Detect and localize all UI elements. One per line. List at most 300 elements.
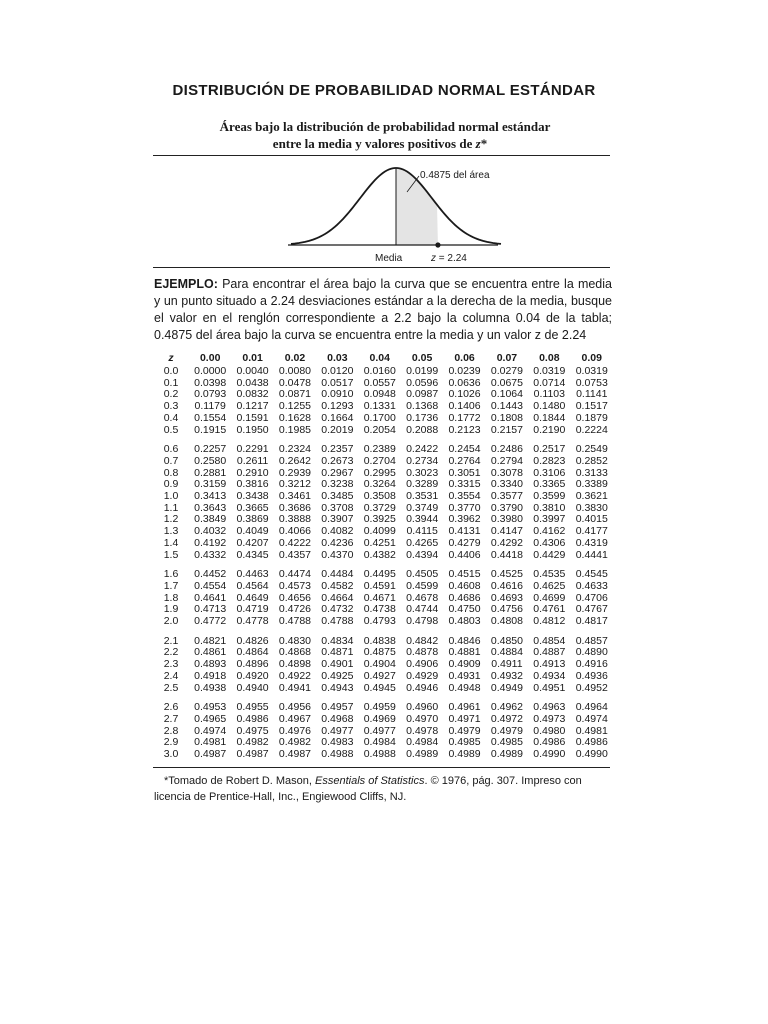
- table-cell: 0.2794: [490, 454, 523, 467]
- z-row-value: 1.2: [163, 513, 179, 526]
- table-cell: 0.4990: [575, 748, 608, 761]
- table-cell: 0.0675: [490, 376, 523, 389]
- table-cell: 0.0987: [406, 388, 439, 401]
- table-cell: 0.2517: [533, 443, 566, 456]
- table-cell: 0.4987: [194, 748, 227, 761]
- table-cell: 0.2995: [363, 466, 396, 479]
- table-cell: 0.4772: [194, 615, 227, 628]
- z-row-value: 2.4: [163, 669, 179, 682]
- table-cell: 0.3413: [194, 490, 227, 503]
- table-cell: 0.4982: [278, 736, 312, 749]
- table-cell: 0.4981: [194, 736, 227, 749]
- table-cell: 0.0239: [448, 365, 481, 377]
- table-cell: 0.4265: [406, 536, 439, 549]
- table-cell: 0.4332: [194, 548, 227, 561]
- table-cell: 0.4988: [321, 748, 354, 761]
- z-row-value: 0.4: [163, 411, 179, 424]
- table-cell: 0.3133: [575, 466, 608, 479]
- table-cell: 0.4985: [490, 736, 523, 749]
- table-cell: 0.4979: [448, 724, 481, 737]
- table-cell: 0.4990: [533, 748, 566, 761]
- table-cell: 0.2088: [406, 423, 439, 436]
- table-row: [153, 714, 613, 726]
- z-row-value: 1.6: [163, 568, 179, 581]
- table-cell: 0.4573: [278, 579, 312, 592]
- table-cell: 0.1950: [236, 423, 269, 436]
- z-row-value: 0.3: [163, 400, 179, 413]
- table-cell: 0.4969: [363, 712, 396, 725]
- table-cell: 0.3238: [321, 478, 354, 491]
- table-cell: 0.4778: [236, 615, 269, 628]
- table-cell: 0.4535: [533, 568, 566, 581]
- table-cell: 0.4983: [321, 736, 354, 749]
- table-cell: 0.3461: [278, 490, 312, 503]
- z-row-value: 3.0: [163, 748, 179, 761]
- z-row-value: 1.7: [163, 579, 179, 592]
- table-cell: 0.4793: [363, 615, 396, 628]
- table-cell: 0.4968: [321, 712, 354, 725]
- table-cell: 0.4525: [490, 568, 523, 581]
- table-cell: 0.4192: [194, 536, 227, 549]
- table-cell: 0.4846: [448, 634, 481, 647]
- table-cell: 0.4664: [321, 591, 354, 604]
- table-cell: 0.0793: [194, 388, 227, 401]
- table-cell: 0.3944: [406, 513, 439, 526]
- table-cell: 0.4131: [448, 525, 481, 538]
- table-cell: 0.4744: [406, 603, 439, 616]
- table-cell: 0.4985: [448, 736, 481, 749]
- table-row: [153, 749, 613, 761]
- table-cell: 0.1554: [194, 411, 227, 424]
- table-cell: 0.3508: [363, 490, 396, 503]
- table-cell: 0.3643: [194, 501, 227, 514]
- z-row-value: 1.9: [163, 603, 179, 616]
- table-cell: 0.0832: [236, 388, 269, 401]
- z-row-value: 0.1: [163, 376, 179, 389]
- z-row-value: 0.9: [163, 478, 179, 491]
- table-cell: 0.4964: [575, 701, 608, 714]
- table-cell: 0.4982: [236, 736, 269, 749]
- table-cell: 0.0279: [490, 365, 523, 377]
- table-cell: 0.3869: [236, 513, 269, 526]
- subtitle-footnote-mark: *: [480, 136, 488, 151]
- table-cell: 0.4738: [363, 603, 396, 616]
- table-cell: 0.1064: [490, 388, 523, 401]
- column-header-0.06: 0.06: [454, 352, 475, 364]
- table-cell: 0.3708: [321, 501, 354, 514]
- source-footnote: [154, 773, 616, 805]
- z-row-value: 2.7: [163, 712, 179, 725]
- table-cell: 0.4941: [278, 681, 312, 694]
- subtitle-line-2: [150, 135, 620, 152]
- table-cell: 0.1844: [533, 411, 566, 424]
- table-cell: 0.4671: [363, 591, 396, 604]
- z-row-value: 0.7: [163, 454, 179, 467]
- table-cell: 0.1772: [448, 411, 481, 424]
- table-subtitle: [150, 118, 620, 152]
- table-cell: 0.4980: [533, 724, 566, 737]
- table-cell: 0.3485: [321, 490, 354, 503]
- table-cell: 0.2324: [278, 443, 312, 456]
- table-cell: 0.4015: [575, 513, 608, 526]
- table-cell: 0.4625: [533, 579, 566, 592]
- table-cell: 0.3531: [406, 490, 439, 503]
- subtitle-line-2-text: entre la media y valores positivos de: [272, 136, 476, 151]
- table-cell: 0.4971: [448, 712, 481, 725]
- table-cell: 0.4495: [363, 568, 396, 581]
- table-cell: 0.2190: [533, 423, 566, 436]
- table-cell: 0.0557: [363, 376, 396, 389]
- table-cell: 0.0319: [575, 365, 608, 377]
- table-cell: 0.4292: [490, 536, 523, 549]
- table-cell: 0.2019: [321, 423, 354, 436]
- table-cell: 0.4838: [363, 634, 396, 647]
- table-cell: 0.4761: [533, 603, 566, 616]
- z-table: [153, 350, 613, 761]
- table-cell: 0.3925: [363, 513, 396, 526]
- table-cell: 0.3159: [194, 478, 227, 491]
- table-cell: 0.4177: [575, 525, 608, 538]
- z-row-value: 1.4: [163, 536, 179, 549]
- footnote-suffix: . © 1976, pág. 307. Impreso con licencia de Prentice-Hall, Inc., Engiewood Cliffs, NJ.: [154, 775, 582, 803]
- table-cell: 0.4974: [575, 712, 608, 725]
- z-value-variable: z: [431, 253, 436, 264]
- table-cell: 0.4957: [321, 701, 354, 714]
- table-cell: 0.2054: [363, 423, 396, 436]
- table-cell: 0.4357: [278, 548, 312, 561]
- z-row-value: 0.0: [163, 365, 179, 377]
- table-cell: 0.4952: [575, 681, 608, 694]
- table-cell: 0.4830: [278, 634, 312, 647]
- table-cell: 0.4893: [194, 658, 227, 671]
- table-cell: 0.0040: [236, 365, 269, 377]
- table-cell: 0.1591: [236, 411, 269, 424]
- table-cell: 0.3106: [533, 466, 566, 479]
- table-cell: 0.2939: [278, 466, 312, 479]
- table-cell: 0.0000: [194, 365, 227, 377]
- table-cell: 0.4803: [448, 615, 481, 628]
- table-cell: 0.4345: [236, 548, 269, 561]
- table-cell: 0.1443: [490, 400, 523, 413]
- table-cell: 0.3315: [448, 478, 481, 491]
- table-cell: 0.0120: [321, 365, 354, 377]
- table-cell: 0.3790: [490, 501, 523, 514]
- table-cell: 0.3599: [533, 490, 566, 503]
- table-cell: 0.4608: [448, 579, 481, 592]
- table-cell: 0.3770: [448, 501, 481, 514]
- table-cell: 0.4251: [363, 536, 396, 549]
- table-cell: 0.4938: [194, 681, 227, 694]
- table-cell: 0.4974: [194, 724, 227, 737]
- table-cell: 0.4719: [236, 603, 269, 616]
- z-row-value: 2.1: [163, 634, 179, 647]
- table-cell: 0.4887: [533, 646, 566, 659]
- table-cell: 0.4956: [278, 701, 312, 714]
- table-cell: 0.1628: [278, 411, 312, 424]
- table-cell: 0.2881: [194, 466, 227, 479]
- table-cell: 0.4788: [278, 615, 312, 628]
- table-cell: 0.1255: [278, 400, 312, 413]
- table-cell: 0.4406: [448, 548, 481, 561]
- table-cell: 0.1985: [278, 423, 312, 436]
- table-cell: 0.4099: [363, 525, 396, 538]
- table-cell: 0.4049: [236, 525, 269, 538]
- table-cell: 0.4976: [278, 724, 312, 737]
- table-cell: 0.4441: [575, 548, 608, 561]
- table-cell: 0.4812: [533, 615, 566, 628]
- table-cell: 0.4961: [448, 701, 481, 714]
- table-cell: 0.4959: [363, 701, 396, 714]
- table-cell: 0.2910: [236, 466, 269, 479]
- table-cell: 0.3888: [278, 513, 312, 526]
- table-cell: 0.4986: [533, 736, 566, 749]
- table-cell: 0.3810: [533, 501, 566, 514]
- table-cell: 0.4986: [236, 712, 269, 725]
- table-cell: 0.4973: [533, 712, 566, 725]
- table-row: [153, 413, 613, 425]
- table-cell: 0.1700: [363, 411, 396, 424]
- table-cell: 0.1026: [448, 388, 481, 401]
- table-cell: 0.3749: [406, 501, 439, 514]
- z-row-value: 2.8: [163, 724, 179, 737]
- table-cell: 0.3212: [278, 478, 312, 491]
- table-cell: 0.3980: [490, 513, 523, 526]
- table-cell: 0.4963: [533, 701, 566, 714]
- table-cell: 0.2823: [533, 454, 566, 467]
- table-cell: 0.4989: [406, 748, 439, 761]
- table-row: [153, 538, 613, 550]
- table-cell: 0.0398: [194, 376, 227, 389]
- z-row-value: 1.5: [163, 548, 179, 561]
- table-cell: 0.1517: [575, 400, 608, 413]
- page-title: DISTRIBUCIÓN DE PROBABILIDAD NORMAL ESTÁNDAR: [172, 82, 596, 99]
- table-cell: 0.0871: [278, 388, 312, 401]
- z-row-value: 0.6: [163, 443, 179, 456]
- table-cell: 0.4932: [490, 669, 523, 682]
- table-cell: 0.2642: [278, 454, 312, 467]
- table-cell: 0.2357: [321, 443, 354, 456]
- table-cell: 0.4861: [194, 646, 227, 659]
- table-cell: 0.3997: [533, 513, 566, 526]
- z-row-value: 2.3: [163, 658, 179, 671]
- z-value-label: [430, 253, 467, 264]
- table-cell: 0.0753: [575, 376, 608, 389]
- table-row: [153, 628, 613, 648]
- table-cell: 0.1406: [448, 400, 481, 413]
- table-cell: 0.4949: [490, 681, 523, 694]
- table-cell: 0.4916: [575, 658, 608, 671]
- table-row: [153, 581, 613, 593]
- table-cell: 0.4878: [406, 646, 439, 659]
- table-cell: 0.4826: [236, 634, 269, 647]
- z-row-value: 1.3: [163, 525, 179, 538]
- table-cell: 0.3554: [448, 490, 481, 503]
- table-cell: 0.0319: [533, 365, 566, 377]
- table-row: [153, 616, 613, 628]
- table-cell: 0.3289: [406, 478, 439, 491]
- z-row-value: 1.1: [163, 501, 179, 514]
- table-cell: 0.3078: [490, 466, 523, 479]
- column-header-0.03: 0.03: [327, 352, 348, 364]
- table-cell: 0.4936: [575, 669, 608, 682]
- table-cell: 0.3830: [575, 501, 608, 514]
- table-cell: 0.3264: [363, 478, 396, 491]
- table-cell: 0.1331: [363, 400, 396, 413]
- table-cell: 0.4929: [406, 669, 439, 682]
- table-cell: 0.3665: [236, 501, 269, 514]
- table-cell: 0.1141: [576, 388, 608, 401]
- table-cell: 0.4699: [533, 591, 566, 604]
- area-label: 0.4875 del área: [420, 170, 490, 181]
- table-cell: 0.4890: [575, 646, 608, 659]
- table-row: [153, 366, 613, 378]
- table-cell: 0.4987: [278, 748, 312, 761]
- table-cell: 0.4599: [406, 579, 439, 592]
- table-cell: 0.1879: [575, 411, 608, 424]
- table-cell: 0.4970: [406, 712, 439, 725]
- table-cell: 0.4986: [575, 736, 608, 749]
- table-cell: 0.0910: [321, 388, 354, 401]
- table-cell: 0.4948: [448, 681, 481, 694]
- table-cell: 0.0478: [278, 376, 312, 389]
- table-cell: 0.4953: [194, 701, 227, 714]
- table-cell: 0.0948: [363, 388, 396, 401]
- table-cell: 0.4918: [194, 669, 227, 682]
- table-cell: 0.4909: [448, 658, 481, 671]
- table-cell: 0.4854: [533, 634, 566, 647]
- table-cell: 0.4934: [533, 669, 566, 682]
- table-cell: 0.1808: [490, 411, 523, 424]
- table-row: [153, 561, 613, 581]
- table-row: [153, 436, 613, 456]
- table-cell: 0.4222: [278, 536, 312, 549]
- bottom-divider: [153, 767, 610, 768]
- table-cell: 0.4582: [321, 579, 354, 592]
- example-label: EJEMPLO:: [154, 277, 218, 291]
- table-cell: 0.4693: [490, 591, 523, 604]
- table-cell: 0.4984: [406, 736, 439, 749]
- footnote-book-title: Essentials of Statistics: [315, 775, 425, 787]
- table-cell: 0.2123: [448, 423, 481, 436]
- table-cell: 0.1480: [533, 400, 566, 413]
- table-cell: 0.4633: [575, 579, 608, 592]
- table-cell: 0.0714: [533, 376, 566, 389]
- table-cell: 0.1664: [321, 411, 354, 424]
- table-cell: 0.3816: [236, 478, 269, 491]
- table-cell: 0.0596: [406, 376, 439, 389]
- table-cell: 0.2852: [575, 454, 608, 467]
- table-cell: 0.0636: [448, 376, 481, 389]
- table-cell: 0.4515: [448, 568, 481, 581]
- table-cell: 0.4147: [490, 525, 523, 538]
- table-cell: 0.1368: [406, 400, 439, 413]
- table-cell: 0.2291: [236, 443, 269, 456]
- table-cell: 0.4821: [194, 634, 227, 647]
- table-cell: 0.4901: [321, 658, 354, 671]
- table-row: [153, 491, 613, 503]
- table-cell: 0.4591: [363, 579, 396, 592]
- table-cell: 0.4817: [575, 615, 608, 628]
- table-cell: 0.4967: [278, 712, 312, 725]
- table-cell: 0.4808: [490, 615, 523, 628]
- table-cell: 0.4788: [321, 615, 354, 628]
- subtitle-line-1: Áreas bajo la distribución de probabilidad normal estándar: [219, 119, 551, 134]
- z-row-value: 2.6: [163, 701, 179, 714]
- table-cell: 0.2967: [321, 466, 354, 479]
- table-cell: 0.0160: [363, 365, 396, 377]
- table-cell: 0.2549: [575, 443, 608, 456]
- table-cell: 0.4864: [236, 646, 269, 659]
- table-cell: 0.4960: [406, 701, 439, 714]
- table-cell: 0.4394: [406, 548, 439, 561]
- z-row-value: 0.8: [163, 466, 179, 479]
- table-cell: 0.2611: [236, 454, 269, 467]
- table-cell: 0.2389: [363, 443, 396, 456]
- table-cell: 0.4732: [321, 603, 354, 616]
- table-row: [153, 550, 613, 562]
- table-cell: 0.4927: [363, 669, 396, 682]
- table-cell: 0.2704: [363, 454, 396, 467]
- z-row-value: 1.0: [163, 490, 179, 503]
- table-cell: 0.4931: [448, 669, 481, 682]
- example-paragraph: [154, 276, 612, 344]
- table-cell: 0.4977: [321, 724, 354, 737]
- table-cell: 0.4756: [490, 603, 523, 616]
- middle-divider: [153, 267, 610, 268]
- table-cell: 0.1293: [321, 400, 354, 413]
- table-cell: 0.4474: [278, 568, 312, 581]
- table-cell: 0.4306: [533, 536, 566, 549]
- table-cell: 0.4940: [236, 681, 269, 694]
- table-cell: 0.4842: [406, 634, 439, 647]
- table-cell: 0.3849: [194, 513, 227, 526]
- column-header-0.01: 0.01: [242, 352, 263, 364]
- table-cell: 0.4418: [490, 548, 523, 561]
- table-cell: 0.3389: [575, 478, 608, 491]
- table-cell: 0.1103: [533, 388, 565, 401]
- table-cell: 0.4989: [490, 748, 523, 761]
- table-cell: 0.3438: [236, 490, 269, 503]
- table-cell: 0.4875: [363, 646, 396, 659]
- table-cell: 0.4955: [236, 701, 269, 714]
- table-row: [153, 456, 613, 468]
- z-row-value: 2.0: [163, 615, 179, 628]
- table-cell: 0.2422: [406, 443, 439, 456]
- table-cell: 0.2580: [194, 454, 227, 467]
- table-cell: 0.2673: [321, 454, 354, 467]
- column-header-0.00: 0.00: [199, 352, 221, 364]
- z-table-header-row: [153, 350, 613, 366]
- table-cell: 0.4207: [236, 536, 269, 549]
- table-cell: 0.3365: [533, 478, 566, 491]
- table-cell: 0.4989: [448, 748, 481, 761]
- table-cell: 0.4279: [448, 536, 481, 549]
- z-point-marker: [435, 242, 440, 247]
- table-cell: 0.4898: [278, 658, 312, 671]
- table-cell: 0.4951: [533, 681, 566, 694]
- table-cell: 0.4713: [194, 603, 227, 616]
- table-cell: 0.3340: [490, 478, 523, 491]
- table-cell: 0.4370: [321, 548, 354, 561]
- table-cell: 0.4319: [575, 536, 608, 549]
- table-cell: 0.3907: [321, 513, 354, 526]
- table-cell: 0.4987: [236, 748, 269, 761]
- table-cell: 0.4750: [448, 603, 481, 616]
- table-cell: 0.4981: [575, 724, 608, 737]
- table-cell: 0.4922: [278, 669, 312, 682]
- table-cell: 0.4545: [575, 568, 608, 581]
- table-cell: 0.0080: [278, 365, 312, 377]
